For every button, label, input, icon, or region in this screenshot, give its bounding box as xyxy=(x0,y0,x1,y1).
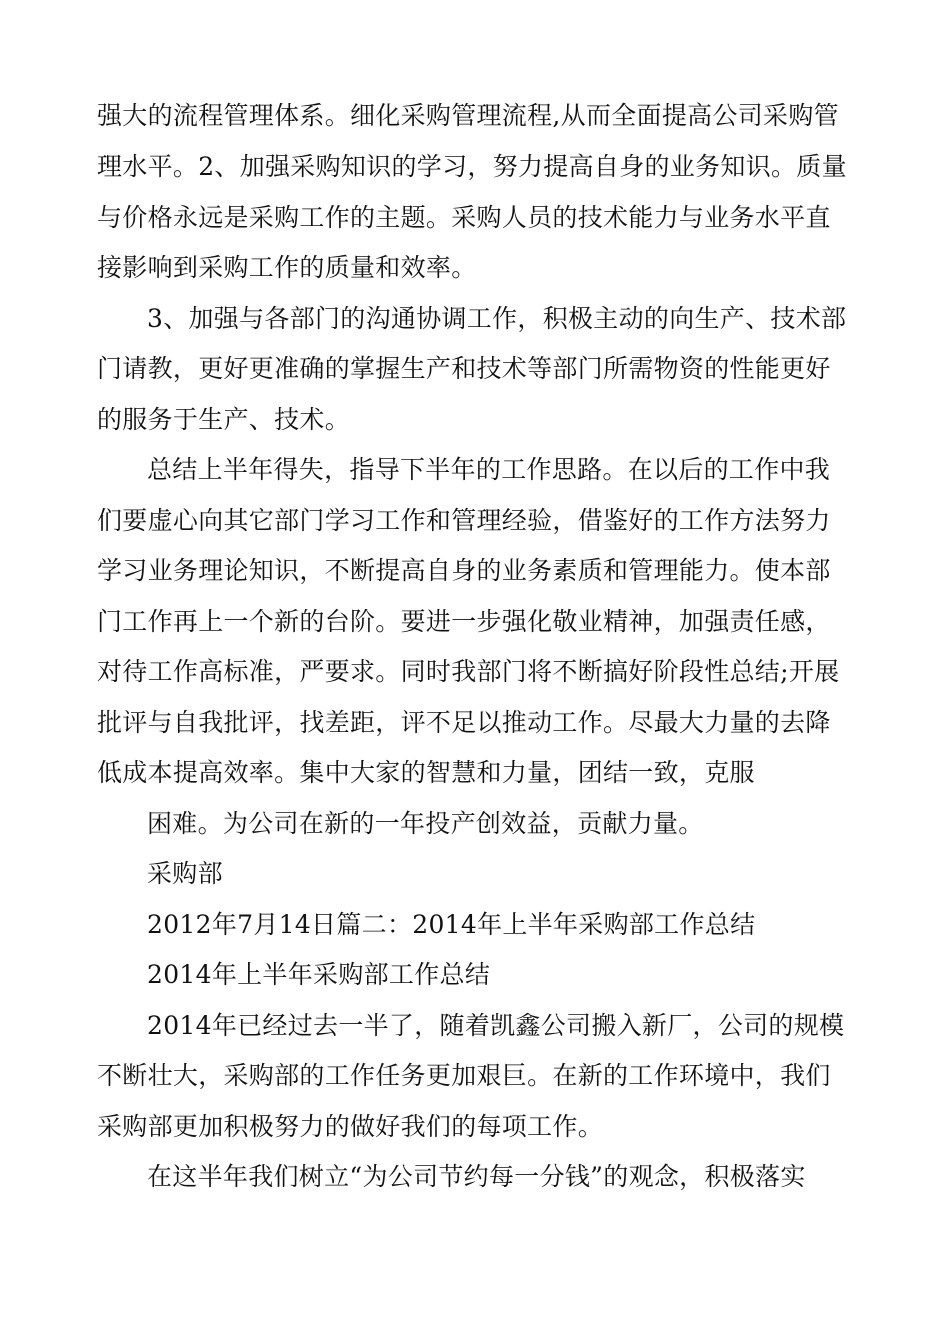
text-line: 在这半年我们树立“为公司节约每一分钱”的观念，积极落实 xyxy=(147,1162,806,1191)
text-line: 低成本提高效率。集中大家的智慧和力量，团结一致，克服 xyxy=(97,758,755,787)
text-line: 对待工作高标准，严要求。同时我部门将不断搞好阶段性总结;开展 xyxy=(97,657,840,686)
text-line: 门请教，更好更准确的掌握生产和技术等部门所需物资的性能更好 xyxy=(97,354,831,383)
text-line: 3、加强与各部门的沟通协调工作，积极主动的向生产、技术部 xyxy=(147,304,847,333)
text-line: 的服务于生产、技术。 xyxy=(97,405,351,434)
text-line: 学习业务理论知识，不断提高自身的业务素质和管理能力。使本部 xyxy=(97,556,831,585)
signature-department: 采购部 xyxy=(147,859,223,888)
text-line: 批评与自我批评，找差距，评不足以推动工作。尽最大力量的去降 xyxy=(97,708,831,737)
text-line: 不断壮大，采购部的工作任务更加艰巨。在新的工作环境中，我们 xyxy=(97,1061,831,1090)
text-line: 总结上半年得失，指导下半年的工作思路。在以后的工作中我 xyxy=(147,455,831,484)
text-line: 理水平。2、加强采购知识的学习，努力提高自身的业务知识。质量 xyxy=(97,152,847,181)
text-line: 强大的流程管理体系。细化采购管理流程,从而全面提高公司采购管 xyxy=(97,101,839,130)
text-line: 2014年已经过去一半了，随着凯鑫公司搬入新厂，公司的规模 xyxy=(147,1011,845,1040)
section-title: 2014年上半年采购部工作总结 xyxy=(147,960,491,989)
text-line: 接影响到采购工作的质量和效率。 xyxy=(97,253,477,282)
text-line: 门工作再上一个新的台阶。要进一步强化敬业精神，加强责任感， xyxy=(97,607,831,636)
date-and-section-heading: 2012年7月14日篇二：2014年上半年采购部工作总结 xyxy=(147,910,756,939)
text-line: 与价格永远是采购工作的主题。采购人员的技术能力与业务水平直 xyxy=(97,203,831,232)
text-line: 们要虚心向其它部门学习工作和管理经验，借鉴好的工作方法努力 xyxy=(97,506,831,535)
text-line: 困难。为公司在新的一年投产创效益，贡献力量。 xyxy=(147,809,704,838)
text-line: 采购部更加积极努力的做好我们的每项工作。 xyxy=(97,1112,604,1141)
